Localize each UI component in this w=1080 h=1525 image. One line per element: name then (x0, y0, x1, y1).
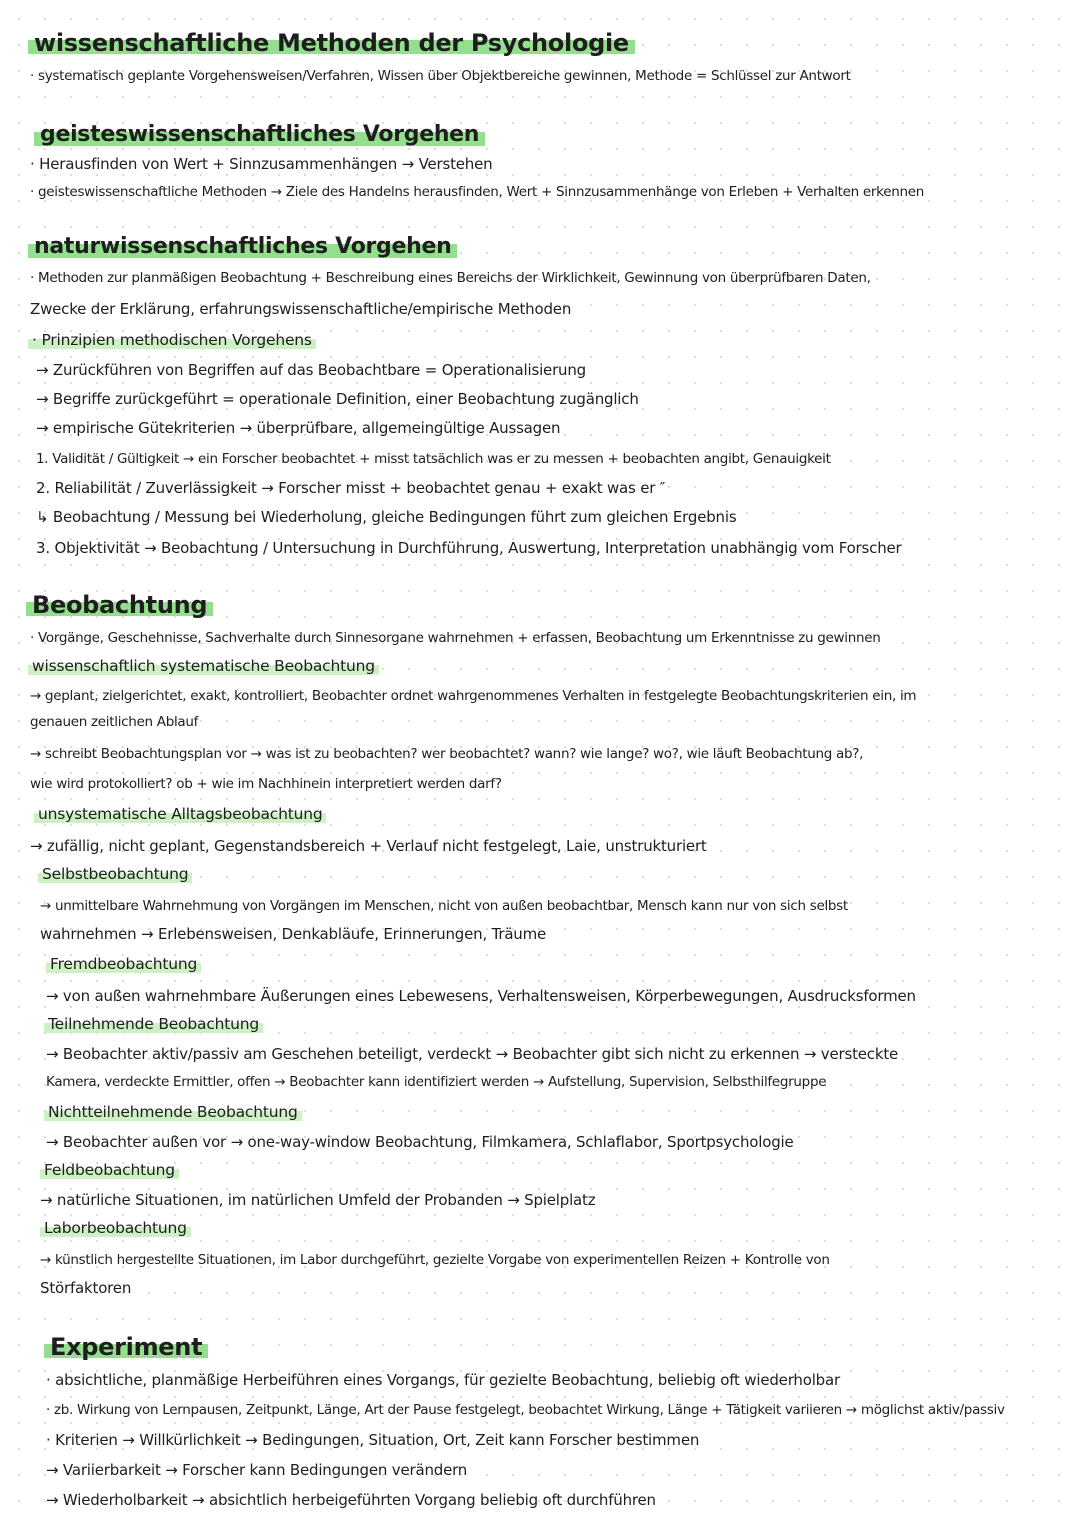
exp-line-1: · absichtliche, planmäßige Herbeiführen eines Vorgangs, für gezielte Beobachtung, beliebig oft wiederholbar (46, 1371, 840, 1389)
systematic-line-1: → geplant, zielgerichtet, exakt, kontrolliert, Beobachter ordnet wahrgenommenes Verhalten in festgelegte Beobachtungskriterien ein, im (30, 688, 917, 704)
labor-line-1: → künstlich hergestellte Situationen, im Labor durchgeführt, gezielte Vorgabe von experimentellen Reizen + Kontrolle von (40, 1252, 830, 1268)
feld-heading: Feldbeobachtung (40, 1160, 179, 1180)
natur-line-1: · Methoden zur planmäßigen Beobachtung + Beschreibung eines Bereichs der Wirklichkeit, Gewinnung von überprüfbaren Daten, (30, 270, 871, 286)
intro-line: · systematisch geplante Vorgehensweisen/Verfahren, Wissen über Objektbereiche gewinnen, Methode = Schlüssel zur Antwort (30, 68, 851, 84)
principle-line-1: → Zurückführen von Begriffen auf das Beobachtbare = Operationalisierung (36, 361, 586, 379)
systematic-line-4: wie wird protokolliert? ob + wie im Nachhinein interpretiert werden darf? (30, 776, 502, 792)
principle-reliability-note: ↳ Beobachtung / Messung bei Wiederholung, gleiche Bedingungen führt zum gleichen Ergebnis (36, 508, 737, 526)
section-heading-beobachtung: Beobachtung (26, 592, 213, 618)
feld-line: → natürliche Situationen, im natürlichen Umfeld der Probanden → Spielplatz (40, 1191, 596, 1209)
selbst-line-1: → unmittelbare Wahrnehmung von Vorgängen im Menschen, nicht von außen beobachtbar, Mensch kann nur von sich selbst (40, 898, 848, 914)
principle-line-2: → Begriffe zurückgeführt = operationale Definition, einer Beobachtung zugänglich (36, 390, 639, 408)
page-title: wissenschaftliche Methoden der Psychologie (28, 30, 635, 56)
unsys-heading: unsystematische Alltagsbeobachtung (34, 804, 326, 824)
fremd-line: → von außen wahrnehmbare Äußerungen eines Lebewesens, Verhaltensweisen, Körperbewegungen, Ausdrucksformen (46, 987, 916, 1005)
principle-objectivity: 3. Objektivität → Beobachtung / Untersuchung in Durchführung, Auswertung, Interpretation unabhängig vom Forscher (36, 539, 902, 557)
selbst-line-2: wahrnehmen → Erlebensweisen, Denkabläufe, Erinnerungen, Träume (40, 925, 547, 943)
teil-heading: Teilnehmende Beobachtung (44, 1014, 263, 1034)
principle-validity: 1. Validität / Gültigkeit → ein Forscher beobachtet + misst tatsächlich was er zu messen + beobachten angibt, Genauigkeit (36, 451, 831, 467)
geist-line-1: · Herausfinden von Wert + Sinnzusammenhängen → Verstehen (30, 155, 493, 173)
exp-line-3: · Kriterien → Willkürlichkeit → Bedingungen, Situation, Ort, Zeit kann Forscher bestimmen (46, 1431, 700, 1449)
systematic-line-2: genauen zeitlichen Ablauf (30, 714, 199, 730)
exp-line-5: → Wiederholbarkeit → absichtlich herbeigeführten Vorgang beliebig oft durchführen (46, 1491, 656, 1509)
systematic-line-3: → schreibt Beobachtungsplan vor → was ist zu beobachten? wer beobachtet? wann? wie lange? wo?, wie läuft Beobachtung ab?, (30, 746, 864, 762)
labor-heading: Laborbeobachtung (40, 1218, 191, 1238)
section-heading-geist: geisteswissenschaftliches Vorgehen (34, 122, 485, 148)
section-heading-experiment: Experiment (44, 1334, 208, 1360)
section-heading-natur: naturwissenschaftliches Vorgehen (28, 234, 457, 260)
exp-line-4: → Variierbarkeit → Forscher kann Bedingungen verändern (46, 1461, 468, 1479)
natur-line-2: Zwecke der Erklärung, erfahrungswissenschaftliche/empirische Methoden (30, 300, 572, 318)
principle-line-3: → empirische Gütekriterien → überprüfbare, allgemeingültige Aussagen (36, 419, 561, 437)
labor-line-2: Störfaktoren (40, 1279, 132, 1297)
principle-reliability: 2. Reliabilität / Zuverlässigkeit → Forscher misst + beobachtet genau + exakt was er ″ (36, 479, 666, 497)
exp-line-2: · zb. Wirkung von Lernpausen, Zeitpunkt, Länge, Art der Pause festgelegt, beobachtet Wirkung, Länge + Tätigkeit variieren → möglichst aktiv/passiv (46, 1402, 1005, 1418)
nicht-line: → Beobachter außen vor → one-way-window Beobachtung, Filmkamera, Schlaflabor, Sportpsychologie (46, 1133, 794, 1151)
teil-line-2: Kamera, verdeckte Ermittler, offen → Beobachter kann identifiziert werden → Aufstellung, Supervision, Selbsthilfegruppe (46, 1074, 827, 1090)
selbst-heading: Selbstbeobachtung (38, 864, 192, 884)
teil-line-1: → Beobachter aktiv/passiv am Geschehen beteiligt, verdeckt → Beobachter gibt sich nicht zu erkennen → versteckte (46, 1045, 899, 1063)
unsys-line: → zufällig, nicht geplant, Gegenstandsbereich + Verlauf nicht festgelegt, Laie, unstrukturiert (30, 837, 707, 855)
principles-heading: · Prinzipien methodischen Vorgehens (28, 330, 316, 350)
systematic-heading: wissenschaftlich systematische Beobachtung (28, 656, 379, 676)
fremd-heading: Fremdbeobachtung (46, 954, 201, 974)
beob-intro: · Vorgänge, Geschehnisse, Sachverhalte durch Sinnesorgane wahrnehmen + erfassen, Beobachtung um Erkenntnisse zu gewinnen (30, 630, 881, 646)
geist-line-2: · geisteswissenschaftliche Methoden → Ziele des Handelns herausfinden, Wert + Sinnzusammenhänge von Erleben + Verhalten erkennen (30, 184, 924, 200)
nicht-heading: Nichtteilnehmende Beobachtung (44, 1102, 302, 1122)
